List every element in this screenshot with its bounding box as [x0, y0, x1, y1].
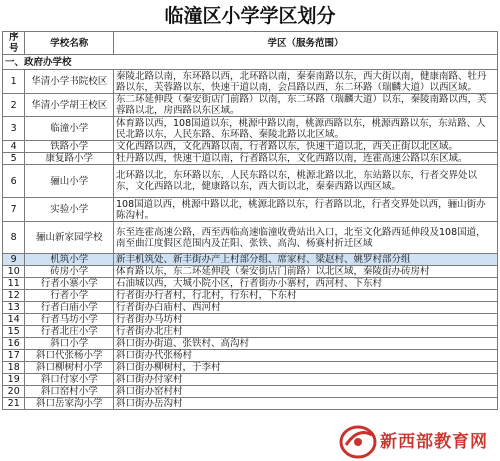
table-row: [3, 222, 498, 254]
table-row: [3, 153, 498, 165]
row-number: 19: [3, 374, 25, 386]
school-name: 华清小学书院校区: [25, 70, 114, 94]
row-number: 12: [3, 290, 25, 302]
service-area: 行者街办马坊村: [114, 314, 498, 326]
row-number: 10: [3, 266, 25, 278]
school-district-table: [2, 31, 498, 410]
row-number: 2: [3, 94, 25, 117]
school-name: 骊山新家园学校: [25, 222, 114, 254]
school-name: 华清小学胡王校区: [25, 94, 114, 117]
header-area: 学区（服务范围）: [114, 32, 498, 55]
service-area: 体育路以东，东二环延伸段（秦安街店门前路）以北区域，秦陵街办砖房村: [114, 266, 498, 278]
service-area: 行者街办北庄村: [114, 326, 498, 338]
table-row: [3, 350, 498, 362]
service-area: 斜口街办付家村: [114, 374, 498, 386]
table-row: [3, 326, 498, 338]
table-row: [3, 94, 498, 117]
school-name: 临潼小学: [25, 117, 114, 141]
table-row: [3, 278, 498, 290]
school-name: 砖房小学: [25, 266, 114, 278]
service-area: 斜口街办岳沟村: [114, 398, 498, 410]
table-row: [3, 70, 498, 94]
row-number: 7: [3, 198, 25, 222]
row-number: 3: [3, 117, 25, 141]
service-area: 石油城以西，大城小院小区，行者街办小寨村，西河村、下东村: [114, 278, 498, 290]
service-area: 行者街办白庙村、西河村: [114, 302, 498, 314]
school-name: 行者白庙小学: [25, 302, 114, 314]
school-name: 斜口岳家沟小学: [25, 398, 114, 410]
row-number: 5: [3, 153, 25, 165]
school-name: 斜口付家小学: [25, 374, 114, 386]
table-row: [3, 302, 498, 314]
table-row: [3, 374, 498, 386]
school-name: 斜口窑村小学: [25, 386, 114, 398]
section-label: 一、政府办学校: [3, 55, 498, 70]
school-name: 机筑小学: [25, 254, 114, 266]
service-area: 斜口街办柳树村，于李村: [114, 362, 498, 374]
school-name: 铁路小学: [25, 141, 114, 153]
school-name: 斜口柳树村小学: [25, 362, 114, 374]
row-number: 13: [3, 302, 25, 314]
row-number: 14: [3, 314, 25, 326]
school-name: 行者小寨小学: [25, 278, 114, 290]
row-number: 4: [3, 141, 25, 153]
table-header-row: [3, 32, 498, 55]
service-area: 体育路以西，108国道以东，桃源中路以南，桃源西路以东，桃源西路以东，东站路、人民北路以东，人民东路、东环路、秦陵北路以北区域。: [114, 117, 498, 141]
table-row: [3, 254, 498, 266]
row-number: 11: [3, 278, 25, 290]
table-row: [3, 386, 498, 398]
service-area: 斜口街办街道、张铁村、高沟村: [114, 338, 498, 350]
service-area: 新丰机筑处、新丰街办产上村部分组、席家村、梁赵村、姚罗村部分组: [114, 254, 498, 266]
school-name: 骊山小学: [25, 165, 114, 198]
school-name: 斜口代张杨小学: [25, 350, 114, 362]
watermark-logo: [338, 421, 498, 461]
school-name: 行者小学: [25, 290, 114, 302]
row-number: 8: [3, 222, 25, 254]
school-name: 行者马坊小学: [25, 314, 114, 326]
school-name: 实验小学: [25, 198, 114, 222]
row-number: 20: [3, 386, 25, 398]
table-row: [3, 117, 498, 141]
school-name: 康复路小学: [25, 153, 114, 165]
row-number: 21: [3, 398, 25, 410]
service-area: 牡丹路以西，快速干道以南，行者路以东，文化西路以南，连霍高速公路以东区域。: [114, 153, 498, 165]
school-name: 行者北庄小学: [25, 326, 114, 338]
row-number: 18: [3, 362, 25, 374]
row-number: 15: [3, 326, 25, 338]
table-row: [3, 141, 498, 153]
table-row: [3, 338, 498, 350]
table-row: [3, 198, 498, 222]
table-row: [3, 314, 498, 326]
watermark-text: 新西部教育网: [380, 432, 488, 452]
table-row: [3, 290, 498, 302]
table-body: [3, 55, 498, 410]
table-row: [3, 362, 498, 374]
table-row: [3, 398, 498, 410]
row-number: 1: [3, 70, 25, 94]
school-name: 斜口小学: [25, 338, 114, 350]
page-title: 临潼区小学学区划分: [164, 5, 336, 27]
service-area: 东至连霍高速公路，西至西临高速临潼收费站出入口，北至文化路西延伸段及108国道，南至曲江度假区范围内及芷阳、张铁、高沟、杨赛村折迁区域: [114, 222, 498, 254]
row-number: 9: [3, 254, 25, 266]
service-area: 斜口街办窑村村: [114, 386, 498, 398]
section-row: [3, 55, 498, 70]
service-area: 北环路以北，东环路以东，人民东路以东，桃源北路以北，东站路以东，行者交界处以东，文化西路以北，健康路以东，西大街以北，秦秦西路以西区域。: [114, 165, 498, 198]
service-area: 秦陵北路以南，东环路以西，北环路以南，秦秦南路以东，西大街以南，健康南路、牡丹路以东，芙蓉路以东，快速干道以南，会昌路以西，东二环路（瑞麟大道）以西区域。: [114, 70, 498, 94]
header-school-name: 学校名称: [25, 32, 114, 55]
row-number: 17: [3, 350, 25, 362]
service-area: 行者街办行者村，行北村，行东村，下东村: [114, 290, 498, 302]
service-area: 斜口街办代张杨村: [114, 350, 498, 362]
service-area: 文化西路以西，文化西路以南，行者路以东，快速干道以北，西关正街以北区域。: [114, 141, 498, 153]
service-area: 108国道以西，桃源中路以北，桃源北路以东，行者路以北，行者交界处以西，骊山街办陈沟村。: [114, 198, 498, 222]
row-number: 6: [3, 165, 25, 198]
table-row: [3, 165, 498, 198]
header-no: 序号: [3, 32, 25, 55]
service-area: 东二环延伸段（秦安街店门前路）以南，东二环路（瑞麟大道）以东，秦陵南路以西，芙蓉路以北，房西路以东区域。: [114, 94, 498, 117]
row-number: 16: [3, 338, 25, 350]
table-row: [3, 266, 498, 278]
